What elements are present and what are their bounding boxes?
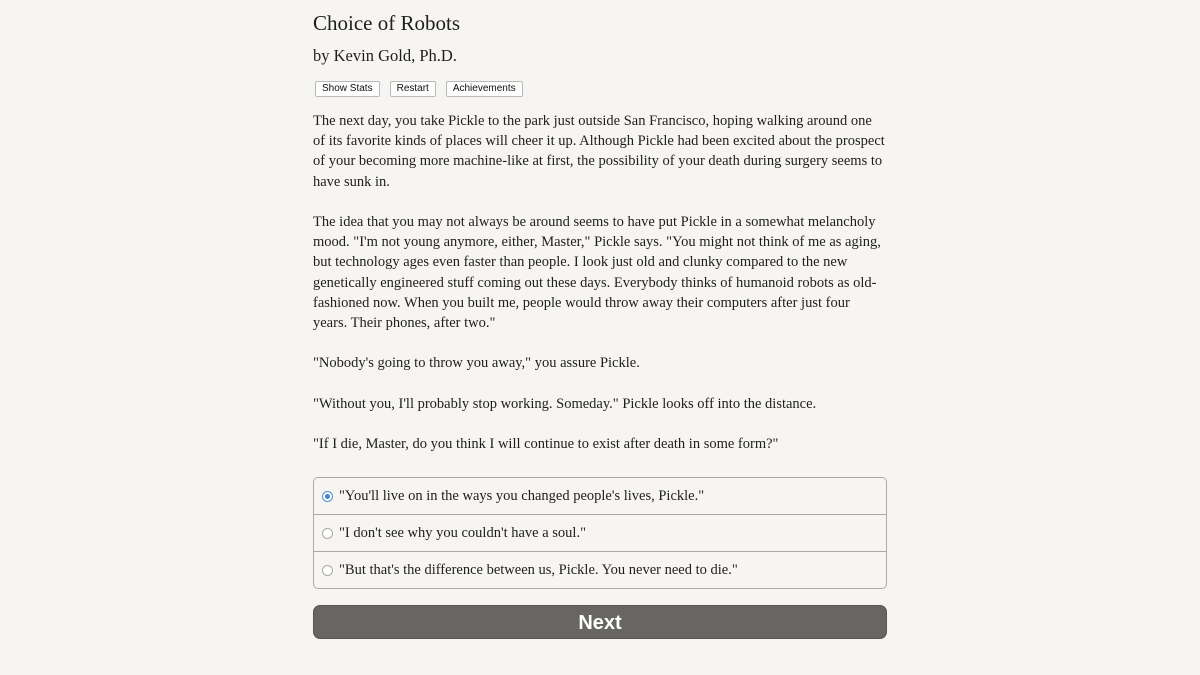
choice-list (313, 477, 887, 589)
story-paragraph: The next day, you take Pickle to the park just outside San Francisco, hoping walking around one of its favorite kinds of places will cheer it up. Although Pickle had been excited about the prospect of your becoming more machine-like at first, the possibility of your death during surgery seems to have sunk in. (313, 113, 885, 190)
show-stats-button[interactable]: Show Stats (315, 81, 380, 97)
choice-option-1[interactable] (314, 478, 886, 514)
story-paragraph: "Without you, I'll probably stop working. Someday." Pickle looks off into the distance. (313, 395, 817, 412)
choice-option-2[interactable] (314, 514, 886, 551)
game-title: Choice of Robots (313, 11, 460, 35)
story-paragraph: The idea that you may not always be around seems to have put Pickle in a somewhat melancholy mood. "I'm not young anymore, either, Master," Pickle says. "You might not think of me as aging, but technology ages even faster than people. I look just old and clunky compared to the new genetically engineered stuff coming out these days. Everybody thinks of humanoid robots as old-fashioned now. When you built me, people would throw away their computers after just four years. Their phones, after two." (313, 214, 881, 332)
restart-button[interactable]: Restart (390, 81, 436, 97)
choice-label: "I don't see why you couldn't have a soul." (339, 524, 587, 541)
toolbar (315, 81, 523, 97)
choice-option-3[interactable] (314, 551, 886, 588)
radio-icon[interactable] (322, 565, 333, 576)
choice-label: "But that's the difference between us, Pickle. You never need to die." (339, 561, 738, 578)
story-paragraph: "Nobody's going to throw you away," you assure Pickle. (313, 355, 640, 372)
game-author: by Kevin Gold, Ph.D. (313, 46, 457, 65)
story-text (313, 111, 887, 475)
next-button[interactable]: Next (313, 605, 887, 639)
radio-icon[interactable] (322, 528, 333, 539)
story-paragraph: "If I die, Master, do you think I will continue to exist after death in some form?" (313, 436, 779, 453)
radio-selected-icon[interactable] (322, 491, 333, 502)
choice-label: "You'll live on in the ways you changed people's lives, Pickle." (339, 487, 705, 504)
achievements-button[interactable]: Achievements (446, 81, 523, 97)
